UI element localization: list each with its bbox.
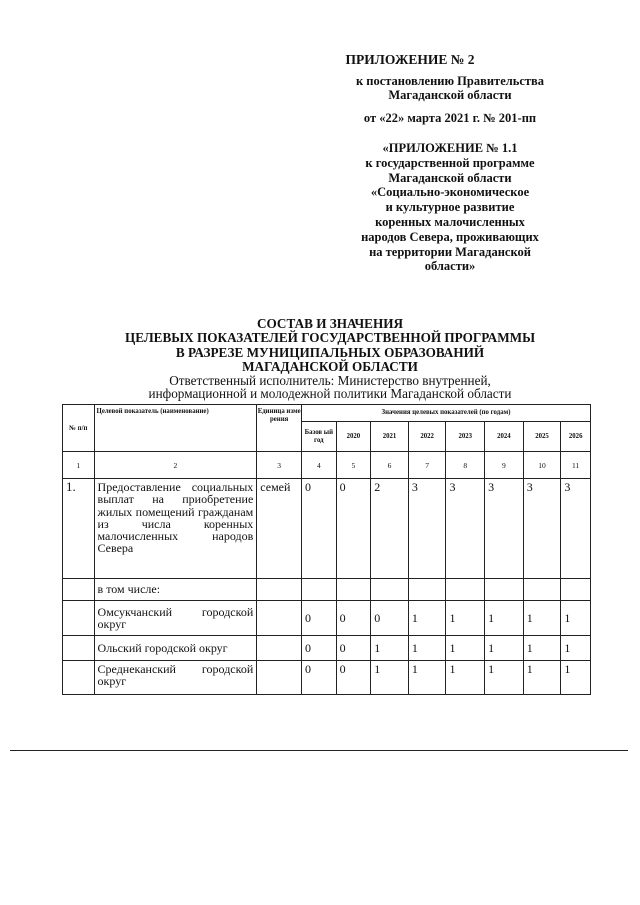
- row-value: 1: [408, 661, 446, 695]
- row-value: 0: [302, 479, 337, 579]
- header-year: 2025: [523, 422, 561, 452]
- table-body: [63, 479, 591, 695]
- header-base-year: Базов ый год: [302, 422, 337, 452]
- program-appendix-line: коренных малочисленных: [375, 214, 525, 229]
- row-value: 0: [336, 636, 371, 661]
- row-num: 1.: [63, 479, 95, 579]
- title-line: СОСТАВ И ЗНАЧЕНИЯ: [256, 316, 404, 331]
- column-number: 11: [561, 452, 591, 479]
- row-value: 1: [485, 661, 524, 695]
- row-value: 1: [408, 636, 446, 661]
- program-appendix-block: [300, 141, 600, 274]
- column-number: 6: [371, 452, 409, 479]
- row-value: 0: [302, 636, 337, 661]
- row-value: [336, 579, 371, 601]
- row-value: 1: [523, 661, 561, 695]
- resolution-line-2: Магаданской области: [388, 88, 512, 102]
- row-value: 2: [371, 479, 409, 579]
- row-value: [446, 579, 485, 601]
- header-year: 2026: [561, 422, 591, 452]
- program-appendix-line: области»: [424, 259, 476, 274]
- page-title: [40, 317, 620, 374]
- row-num: [63, 601, 95, 636]
- program-appendix-line: и культурное развитие: [385, 200, 515, 215]
- row-name: Предоставление социальных выплат на приобретение жилых помещений гражданам из числа коренных малочисленных народов Севера: [94, 479, 257, 579]
- column-number: 3: [257, 452, 302, 479]
- header-num: № п/п: [63, 405, 95, 452]
- program-appendix-line: к государственной программе: [365, 155, 535, 170]
- row-value: [523, 579, 561, 601]
- header-values-group: Значения целевых показателей (по годам): [302, 405, 591, 422]
- title-line: В РАЗРЕЗЕ МУНИЦИПАЛЬНЫХ ОБРАЗОВАНИЙ: [175, 344, 485, 360]
- row-value: [302, 579, 337, 601]
- row-value: 1: [523, 601, 561, 636]
- title-line: МАГАДАНСКОЙ ОБЛАСТИ: [242, 358, 418, 374]
- row-unit: [257, 636, 302, 661]
- row-value: 3: [523, 479, 561, 579]
- column-number: 2: [94, 452, 257, 479]
- row-value: 1: [561, 661, 591, 695]
- resolution-reference: [300, 74, 600, 102]
- row-unit: [257, 601, 302, 636]
- row-value: 0: [302, 661, 337, 695]
- column-number: 1: [63, 452, 95, 479]
- table-row: [63, 636, 591, 661]
- page-divider: [10, 750, 628, 751]
- row-value: 1: [561, 636, 591, 661]
- row-value: [561, 579, 591, 601]
- row-value: 1: [446, 636, 485, 661]
- row-value: 0: [302, 601, 337, 636]
- row-value: 1: [371, 661, 409, 695]
- row-name: в том числе:: [94, 579, 257, 601]
- row-value: 1: [561, 601, 591, 636]
- header-year: 2021: [371, 422, 409, 452]
- responsible-executor: [40, 375, 620, 400]
- row-value: 1: [446, 661, 485, 695]
- row-value: 1: [523, 636, 561, 661]
- row-value: 1: [485, 636, 524, 661]
- row-name: Ольский городской округ: [94, 636, 257, 661]
- row-unit: [257, 579, 302, 601]
- resolution-date: от «22» марта 2021 г. № 201-пп: [363, 111, 537, 125]
- table-row: [63, 579, 591, 601]
- responsible-line: Ответственный исполнитель: Министерство внутренней,: [169, 373, 491, 388]
- row-value: 0: [336, 661, 371, 695]
- title-line: ЦЕЛЕВЫХ ПОКАЗАТЕЛЕЙ ГОСУДАРСТВЕННОЙ ПРОГРАММЫ: [124, 330, 536, 346]
- row-unit: семей: [257, 479, 302, 579]
- row-unit: [257, 661, 302, 695]
- row-num: [63, 636, 95, 661]
- row-value: 1: [485, 601, 524, 636]
- indicators-table: [62, 404, 591, 695]
- row-num: [63, 579, 95, 601]
- resolution-line-1: к постановлению Правительства: [355, 74, 545, 88]
- row-value: 3: [485, 479, 524, 579]
- row-value: 1: [446, 601, 485, 636]
- program-appendix-line: «ПРИЛОЖЕНИЕ № 1.1: [382, 141, 518, 155]
- row-value: 3: [408, 479, 446, 579]
- table-row: [63, 479, 591, 579]
- row-value: [371, 579, 409, 601]
- column-number: 4: [302, 452, 337, 479]
- row-name: Среднеканский городской округ: [94, 661, 257, 695]
- header-year: 2023: [446, 422, 485, 452]
- header-year: 2020: [336, 422, 371, 452]
- program-appendix-line: Магаданской области: [388, 170, 512, 185]
- row-value: 0: [336, 479, 371, 579]
- row-value: 1: [371, 636, 409, 661]
- header-unit: Единица изме рения: [257, 405, 302, 452]
- column-number: 8: [446, 452, 485, 479]
- table-row: [63, 661, 591, 695]
- row-value: [485, 579, 524, 601]
- program-appendix-line: «Социально-экономическое: [370, 185, 530, 200]
- table-header: [63, 405, 591, 479]
- header-indicator: Целевой показатель (наименование): [94, 405, 257, 452]
- program-appendix-line: на территории Магаданской: [369, 244, 531, 259]
- column-number: 9: [485, 452, 524, 479]
- row-value: [408, 579, 446, 601]
- column-number: 5: [336, 452, 371, 479]
- table-row: [63, 601, 591, 636]
- row-value: 1: [408, 601, 446, 636]
- column-numbers-row: [63, 452, 591, 479]
- column-number: 7: [408, 452, 446, 479]
- responsible-line: информационной и молодежной политики Магаданской области: [148, 385, 512, 401]
- row-value: 3: [446, 479, 485, 579]
- program-appendix-line: народов Севера, проживающих: [361, 229, 539, 244]
- row-value: 0: [371, 601, 409, 636]
- appendix-title: ПРИЛОЖЕНИЕ № 2: [345, 52, 475, 67]
- column-number: 10: [523, 452, 561, 479]
- row-value: 3: [561, 479, 591, 579]
- row-num: [63, 661, 95, 695]
- row-name: Омсукчанский городской округ: [94, 601, 257, 636]
- header-year: 2022: [408, 422, 446, 452]
- header-year: 2024: [485, 422, 524, 452]
- row-value: 0: [336, 601, 371, 636]
